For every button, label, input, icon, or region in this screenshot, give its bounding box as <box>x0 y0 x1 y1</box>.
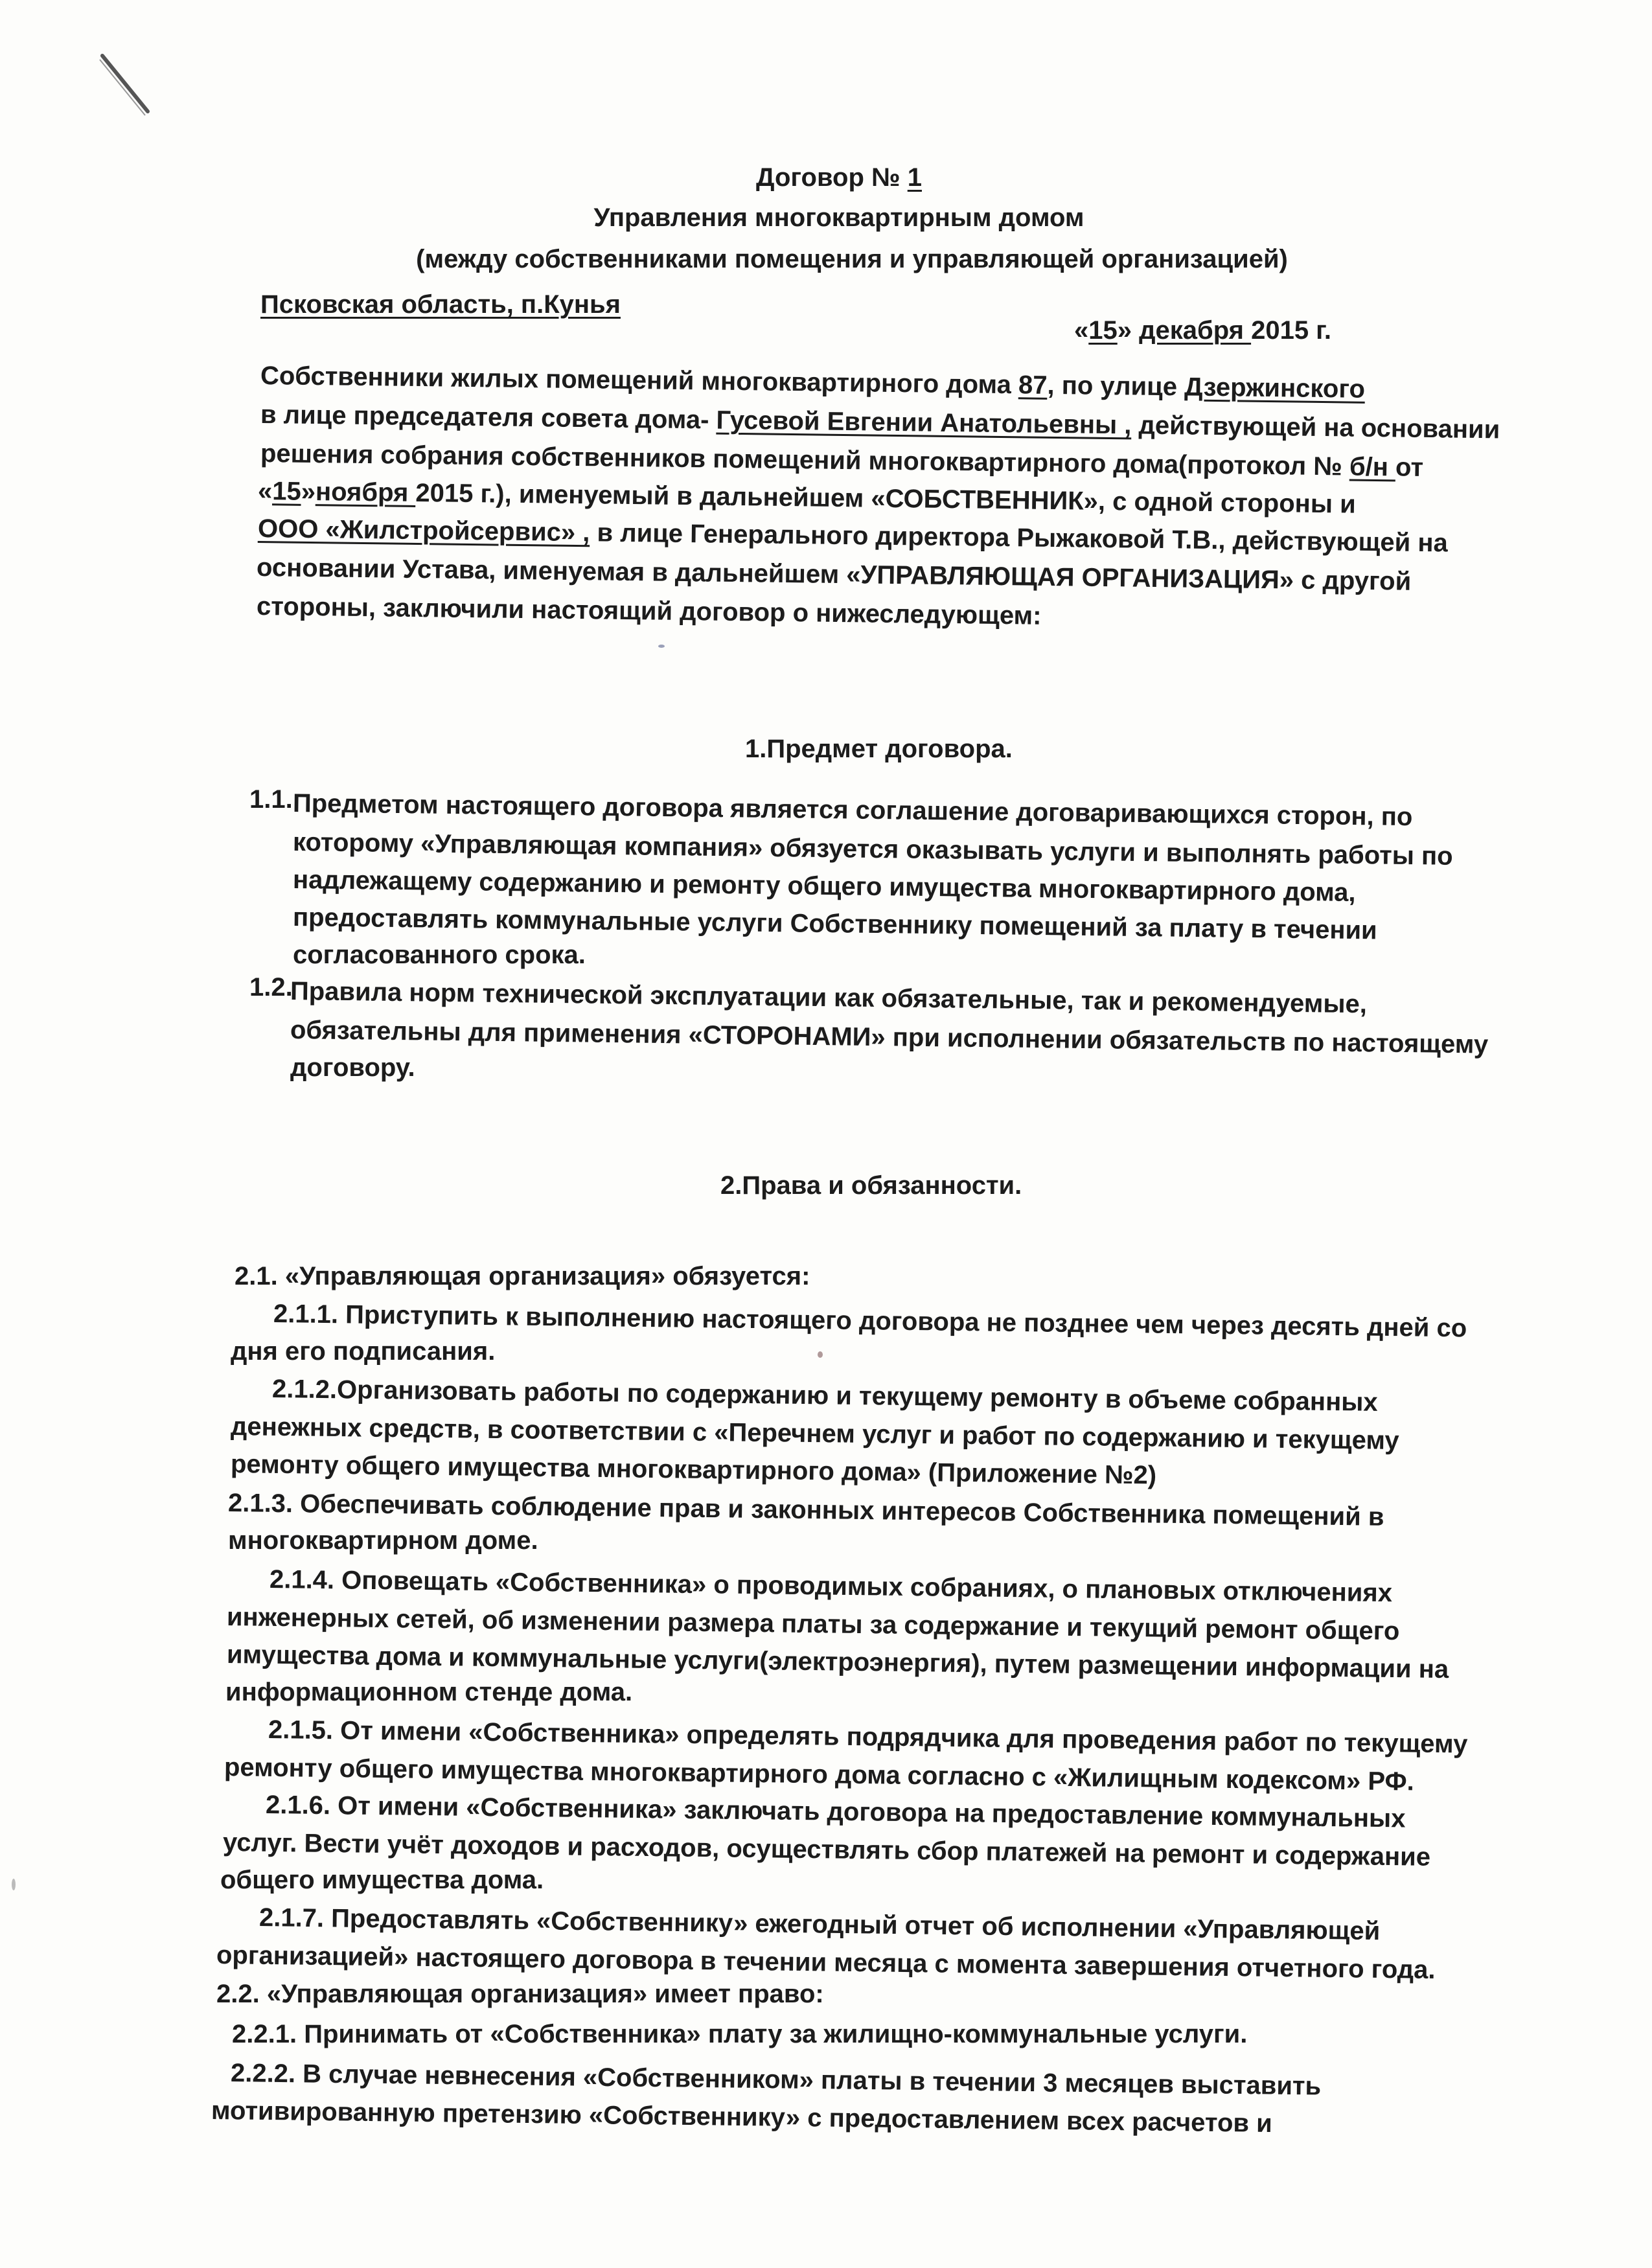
clause-line: общего имущества дома. <box>220 1866 544 1894</box>
clause-number: 1.2. <box>249 973 293 1002</box>
intro-line: ООО «Жилстройсервис» , в лице Генерального директора Рыжаковой Т.В., действующей на <box>257 514 1449 558</box>
clause-line: которому «Управляющая компания» обязуется оказывать услуги и выполнять работы по <box>292 828 1453 871</box>
clause-line: многоквартирном доме. <box>228 1526 538 1555</box>
scan-speck <box>658 645 665 648</box>
clause-line: 2.1. «Управляющая организация» обязуется: <box>235 1262 810 1290</box>
clause-line: 2.1.3. Обеспечивать соблюдение прав и законных интересов Собственника помещений в <box>227 1489 1384 1531</box>
intro-line: решения собрания собственников помещений многоквартирного дома(протокол № б/н от <box>260 439 1424 482</box>
clause-line: имущества дома и коммунальные услуги(электроэнергия), путем размещении информации на <box>226 1640 1449 1684</box>
clause-line: 2.1.4. Оповещать «Собственника» о проводимых собраниях, о плановых отключениях <box>269 1565 1393 1608</box>
staple-mark-icon <box>97 52 155 123</box>
intro-line: «15»ноября 2015 г.), именуемый в дальнейшем «СОБСТВЕННИК», с одной стороны и <box>257 477 1356 519</box>
contract-title: Договор № 1 <box>756 163 922 192</box>
clause-line: 2.1.1. Приступить к выполнению настоящего договора не позднее чем через десять дней со <box>273 1300 1467 1343</box>
section-1-heading: 1.Предмет договора. <box>745 735 1013 763</box>
intro-line: стороны, заключили настоящий договор о нижеследующем: <box>256 592 1042 630</box>
clause-line: 2.2.2. В случае невнесения «Собственником» платы в течении 3 месяцев выставить <box>230 2059 1322 2101</box>
clause-line: инженерных сетей, об изменении размера платы за содержание и текущий ремонт общего <box>226 1603 1400 1646</box>
clause-line: мотивированную претензию «Собственнику» с предоставлением всех расчетов и <box>211 2096 1272 2138</box>
clause-line: 2.1.5. От имени «Собственника» определять подрядчика для проведения работ по текущему <box>268 1715 1468 1759</box>
clause-line: денежных средств, в соответствии с «Перечнем услуг и работ по содержанию и текущему <box>230 1412 1399 1456</box>
clause-line: организацией» настоящего договора в течении месяца с момента завершения отчетного года. <box>216 1941 1436 1984</box>
contract-parties-note: (между собственниками помещения и управляющей организацией) <box>416 245 1288 273</box>
clause-line: Правила норм технической эксплуатации как обязательные, так и рекомендуемые, <box>290 977 1368 1019</box>
clause-line: ремонту общего имущества многоквартирного дома согласно с «Жилищным кодексом» РФ. <box>224 1753 1415 1796</box>
intro-line: в лице председателя совета дома- Гусевой Евгении Анатольевны , действующей на основании <box>260 400 1500 444</box>
clause-line: обязательны для применения «СТОРОНАМИ» при исполнении обязательств по настоящему <box>290 1016 1489 1059</box>
clause-line: дня его подписания. <box>231 1337 496 1366</box>
clause-number: 1.1. <box>249 785 293 814</box>
intro-line: Собственники жилых помещений многоквартирного дома 87, по улице Дзержинского <box>260 361 1366 404</box>
clause-line: 2.1.6. От имени «Собственника» заключать договора на предоставление коммунальных <box>265 1791 1406 1833</box>
contract-subtitle: Управления многоквартирным домом <box>593 203 1084 232</box>
clause-line: надлежащему содержанию и ремонту общего имущества многоквартирного дома, <box>292 865 1356 908</box>
clause-line: 2.2. «Управляющая организация» имеет право: <box>216 1980 824 2008</box>
section-2-heading: 2.Права и обязанности. <box>720 1171 1022 1200</box>
clause-line: 2.1.7. Предоставлять «Собственнику» ежегодный отчет об исполнении «Управляющей <box>258 1903 1381 1946</box>
clause-line: ремонту общего имущества многоквартирного дома» (Приложение №2) <box>230 1450 1157 1490</box>
contract-number: 1 <box>907 163 922 192</box>
contract-date: «15» декабря 2015 г. <box>1074 316 1331 345</box>
managing-company-name: ООО «Жилстройсервис» , <box>257 514 590 547</box>
clause-line: согласованного срока. <box>293 941 586 969</box>
clause-line: 2.1.2.Организовать работы по содержанию и текущему ремонту в объеме собранных <box>271 1375 1378 1417</box>
scan-speck <box>818 1351 823 1358</box>
contract-place: Псковская область, п.Кунья <box>260 290 621 319</box>
scan-speck <box>12 1879 16 1890</box>
clause-line: услуг. Вести учёт доходов и расходов, осуществлять сбор платежей на ремонт и содержание <box>222 1828 1431 1872</box>
clause-line: договору. <box>290 1053 415 1082</box>
clause-line: Предметом настоящего договора является соглашение договаривающихся сторон, по <box>292 789 1413 832</box>
clause-line: информационном стенде дома. <box>225 1678 633 1706</box>
intro-line: основании Устава, именуемая в дальнейшем «УПРАВЛЯЮЩАЯ ОРГАНИЗАЦИЯ» с другой <box>256 553 1412 596</box>
clause-line: 2.2.1. Принимать от «Собственника» плату за жилищно-коммунальные услуги. <box>232 2020 1248 2048</box>
clause-line: предоставлять коммунальные услуги Собственнику помещений за плату в течении <box>292 903 1377 945</box>
